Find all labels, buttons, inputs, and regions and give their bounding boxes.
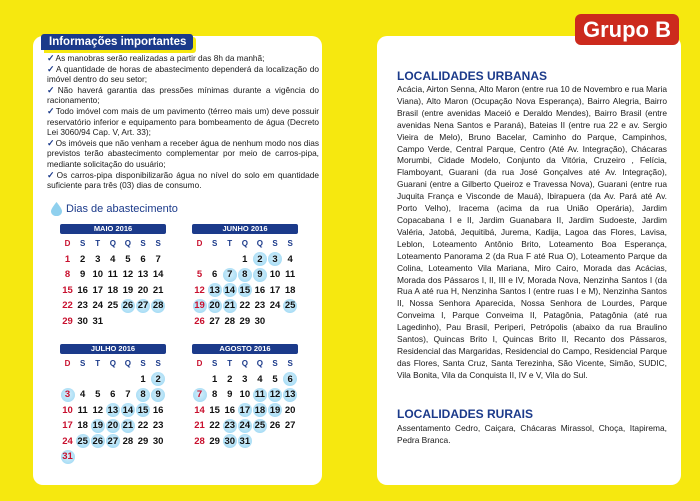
calendar-day: 21 [152,284,164,296]
calendar-day: 29 [62,315,73,327]
calendar-day: 2 [227,373,233,385]
empty-day [120,372,135,388]
supply-day: 9 [151,388,165,402]
supply-day: 25 [254,420,266,432]
supply-day: 20 [209,300,220,312]
weekday-header: T [227,239,233,249]
empty-day [192,372,207,388]
weekday-header: Q [109,359,116,369]
weekday-header: S [211,239,218,249]
supply-day: 3 [61,388,75,402]
calendar-day: 26 [194,315,205,327]
supply-day: 19 [92,420,104,432]
supply-day: 18 [254,404,266,416]
calendar-day: 10 [269,269,281,281]
supply-day: 31 [62,451,73,463]
calendar-grid [192,236,298,329]
calendar-title: MAIO 2016 [60,224,166,234]
info-title: Informações importantes [41,34,193,50]
calendar-day: 24 [269,300,281,312]
calendar-grid [60,356,166,465]
weekday-header: Q [109,239,116,249]
rural-localities-title: LOCALIDADES RURAIS [397,407,534,421]
calendar-day: 12 [194,284,205,296]
info-panel [33,36,322,485]
check-icon: ✓ [47,53,55,63]
weekday-header: S [140,239,146,249]
supply-day: 2 [253,252,267,266]
calendar-day: 16 [224,404,236,416]
calendar-day: 4 [257,373,263,385]
weekday-header: Q [256,239,264,249]
calendar-day: 29 [209,435,220,447]
calendar-may [60,224,166,329]
empty-day [207,252,222,268]
calendar-day: 11 [285,269,296,281]
calendar-day: 16 [77,284,88,296]
check-icon: ✓ [47,169,56,180]
calendar-june [192,224,298,329]
localities-panel [377,36,681,485]
supply-day: 30 [224,435,236,447]
calendar-day: 17 [62,420,73,432]
supply-day: 13 [107,404,119,416]
info-item: ✓Os carros-pipa disponibilizarão água no nível do solo em quantidade suficiente para três (03) dias de consumo. [47,169,320,191]
calendar-day: 22 [239,300,251,312]
calendar-day: 27 [209,315,220,327]
check-icon: ✓ [47,84,57,95]
supply-day: 20 [107,420,119,432]
supply-day: 15 [137,404,149,416]
weekday-header: D [196,359,203,369]
empty-day [60,372,75,388]
calendar-day: 5 [196,269,203,281]
empty-day [105,372,120,388]
urban-localities-text: Acácia, Airton Senna, Alto Maron (entre rua 10 de Novembro e rua Maria Viana), Alto Maron (Ocupação Nova Esperança), Bairro Alegria, Bairro Brasil (entre avenidas Maceió e Deraldo Mendes), Bairro Brasil (entre avenidas Nena Santos e Paraná), Bateias II (entre rua 22 e av. Sergio Vieira de Melo), Bruno Bacelar, Caminho do Parque, Campinhos, Campo Verde, Central Parque, Centro (Até Av. Integração), Chácaras Morumbi, Cidade Modelo, Conjunto da Vitória, Cruzeiro , Felícia, Flamboyant, Guarani (da rua José Gonçalves até Av. Integração), Guarani (entre a Gilberto Queiroz e Travessa Nova), Guarani (entre rua Juquita França e Visconde de Mauá), Ibirapuera (da Av. Pará até Av. Porto Velho), Iracema (acima da rua União Operária), Jardim Copacabana I e II, Jardim Guanabara II, Jardim Sudoeste, Jardim Valéria, Jatobá, Jequitibá, Jurema, Kadija, Lagoa das Flores, Lavisa, Leblon, Loteamento Antônio Brito, Loteamento Boa Esperança, Loteamento Panorama 2 (da Rua F até Rua O), Loteamento Parque da Colina, Loteamento Vila Mariana, Miro Cairo, Morada das Acácias, Morada dos Pássaros I, II, III e IV, Morada Nova, Nenzinha Santos I (da Rua A até rua H, Nenzinha Santos I (entre ruas I e M), Nenzinha Santos II, Nossa Senhora Aparecida, Nossa Senhora de Lourdes, Parque Conveima I, Parque Conveima II, Patagônia, Patagônia (até rua Lagedinho), Pau Brasil, Periperi, Petrópolis (abaixo da rua Braulino Santos), Quincas Brito I, Quincas Brito II, Recanto dos Pássaros, Residencial das Margaridas, Residencial do Campo, Residencial Parque das Flores, Santa Cruz, Santa Terezinha, São Vicente, Simão, SUDIC, Vila Bonita, Vila da Conquista II, IV e V, Vila do Sul. [397,84,668,380]
calendar-day: 3 [242,373,248,385]
info-item: ✓Os imóveis que não venham a receber água de nenhum modo nos dias previstos terão abastecimento complementar por meio de carros-pipa, mediante solicitação do usuário; [47,137,320,169]
info-item: ✓As manobras serão realizadas a partir das 8h da manhã; [47,53,265,63]
calendar-day: 10 [92,269,104,281]
supply-days-legend [51,202,178,216]
calendar-day: 16 [254,284,266,296]
calendar-day: 30 [254,315,266,327]
calendar-day: 9 [79,269,86,281]
calendar-july [60,344,166,465]
calendar-day: 13 [137,269,149,281]
calendar-day: 23 [77,300,88,312]
empty-day [222,252,237,268]
calendar-day: 9 [227,389,233,401]
supply-day: 19 [269,404,281,416]
calendar-day: 14 [152,269,164,281]
supply-day: 14 [224,284,236,296]
weekday-header: S [211,359,218,369]
supply-day: 7 [223,268,237,282]
weekday-header: D [64,239,71,249]
calendar-day: 27 [284,420,296,432]
supply-day: 12 [269,389,281,401]
calendar-day: 29 [239,315,251,327]
calendar-day: 23 [152,420,164,432]
calendar-day: 17 [92,284,104,296]
weekday-header: S [272,239,278,249]
calendar-title: JUNHO 2016 [192,224,298,234]
empty-day [90,372,105,388]
weekday-header: Q [241,359,248,369]
supply-day: 21 [224,300,236,312]
calendar-day: 26 [269,420,281,432]
empty-day [75,372,90,388]
calendar-day: 18 [107,284,119,296]
weekday-header: Q [256,359,264,369]
weekday-header: D [64,359,71,369]
supply-day: 7 [193,388,207,402]
calendar-day: 5 [95,389,101,401]
calendar-day: 15 [62,284,73,296]
weekday-header: Q [124,239,132,249]
water-drop-icon [51,202,62,216]
supply-day: 24 [239,420,251,432]
weekday-header: D [196,239,203,249]
calendar-day: 5 [125,253,131,265]
weekday-header: T [95,239,101,249]
calendar-day: 31 [92,315,104,327]
calendar-day: 18 [77,420,88,432]
weekday-header: S [287,239,293,249]
check-icon: ✓ [47,63,55,74]
supply-day: 19 [194,300,205,312]
calendar-day: 30 [152,435,164,447]
calendar-day: 22 [137,420,149,432]
supply-day: 3 [268,252,282,266]
calendar-day: 18 [284,284,296,296]
supply-day: 8 [136,388,150,402]
calendar-day: 23 [254,300,266,312]
check-icon: ✓ [47,105,55,116]
calendar-day: 29 [137,435,149,447]
calendar-day: 11 [107,269,118,281]
supply-day: 6 [283,372,297,386]
weekday-header: Q [241,239,248,249]
calendar-day: 20 [284,404,296,416]
calendar-day: 22 [209,420,220,432]
supply-day: 14 [122,404,134,416]
calendar-grid [192,356,298,449]
calendar-august [192,344,298,449]
calendar-day: 21 [194,420,205,432]
supply-day: 17 [239,404,251,416]
calendar-day: 15 [209,404,220,416]
supply-day: 31 [239,435,251,447]
calendar-day: 22 [62,300,73,312]
calendar-day: 30 [77,315,88,327]
check-icon: ✓ [47,137,55,148]
info-item: ✓Não haverá garantia das pressões mínimas durante a vigência do racionamento; [47,84,320,106]
supply-day: 28 [152,300,164,312]
calendar-day: 20 [137,284,149,296]
weekday-header: Q [124,359,132,369]
calendar-day: 5 [272,373,278,385]
weekday-header: S [272,359,278,369]
calendar-day: 12 [92,404,104,416]
weekday-header: S [155,359,161,369]
calendar-day: 24 [92,300,104,312]
calendar-day: 25 [107,300,119,312]
weekday-header: S [140,359,146,369]
calendar-day: 10 [62,404,73,416]
calendar-day: 1 [242,253,248,265]
calendar-day: 6 [110,389,116,401]
weekday-header: T [95,359,101,369]
weekday-header: S [79,239,86,249]
calendar-day: 8 [211,389,218,401]
calendar-day: 12 [122,269,134,281]
calendar-day: 7 [125,389,131,401]
supply-day: 26 [122,300,134,312]
calendar-day: 28 [224,315,236,327]
calendar-day: 17 [269,284,281,296]
info-list [47,53,319,191]
calendar-day: 19 [122,284,134,296]
calendar-day: 1 [64,253,71,265]
supply-day: 13 [209,284,220,296]
supply-day: 15 [239,284,251,296]
supply-day: 25 [284,300,296,312]
legend-label: Dias de abastecimento [66,203,178,215]
calendar-day: 3 [95,253,101,265]
calendar-day: 6 [140,253,146,265]
supply-day: 27 [137,300,149,312]
calendar-day: 10 [239,389,251,401]
calendar-day: 16 [152,404,164,416]
weekday-header: S [79,359,86,369]
supply-day: 8 [238,268,252,282]
calendar-day: 1 [211,373,218,385]
calendar-day: 28 [194,435,205,447]
calendar-day: 7 [155,253,161,265]
calendar-day: 4 [110,253,116,265]
info-item: ✓Todo imóvel com mais de um pavimento (térreo mais um) deve possuir reservatório inferior e equipamento para bombeamento de água (Decreto Lei 3060/94 Cap. V, Art. 33); [47,105,320,138]
empty-day [192,252,207,268]
info-item: ✓A quantidade de horas de abastecimento dependerá da localização do imóvel dentro do seu setor; [47,63,319,85]
calendar-title: AGOSTO 2016 [192,344,298,354]
calendar-day: 6 [211,269,218,281]
calendar-title: JULHO 2016 [60,344,166,354]
calendar-day: 28 [122,435,134,447]
supply-day: 11 [254,389,265,401]
weekday-header: T [227,359,233,369]
rural-localities-text: Assentamento Cedro, Caiçara, Chácaras Mirassol, Choça, Itapirema, Pedra Branca. [397,423,667,445]
calendar-day: 2 [79,253,86,265]
calendar-day: 4 [287,253,293,265]
supply-day: 26 [92,435,104,447]
group-badge: Grupo B [575,14,679,45]
calendar-day: 11 [77,404,88,416]
supply-day: 2 [151,372,165,386]
calendar-day: 14 [194,404,205,416]
urban-localities-title: LOCALIDADES URBANAS [397,69,547,83]
weekday-header: S [287,359,293,369]
calendar-day: 8 [64,269,71,281]
supply-day: 9 [253,268,267,282]
supply-day: 23 [224,420,236,432]
calendar-day: 4 [79,389,86,401]
weekday-header: S [155,239,161,249]
calendar-day: 1 [140,373,146,385]
supply-day: 25 [77,435,88,447]
calendar-grid [60,236,166,329]
supply-day: 21 [122,420,134,432]
supply-day: 13 [284,389,296,401]
calendar-day: 24 [62,435,73,447]
supply-day: 27 [107,435,119,447]
